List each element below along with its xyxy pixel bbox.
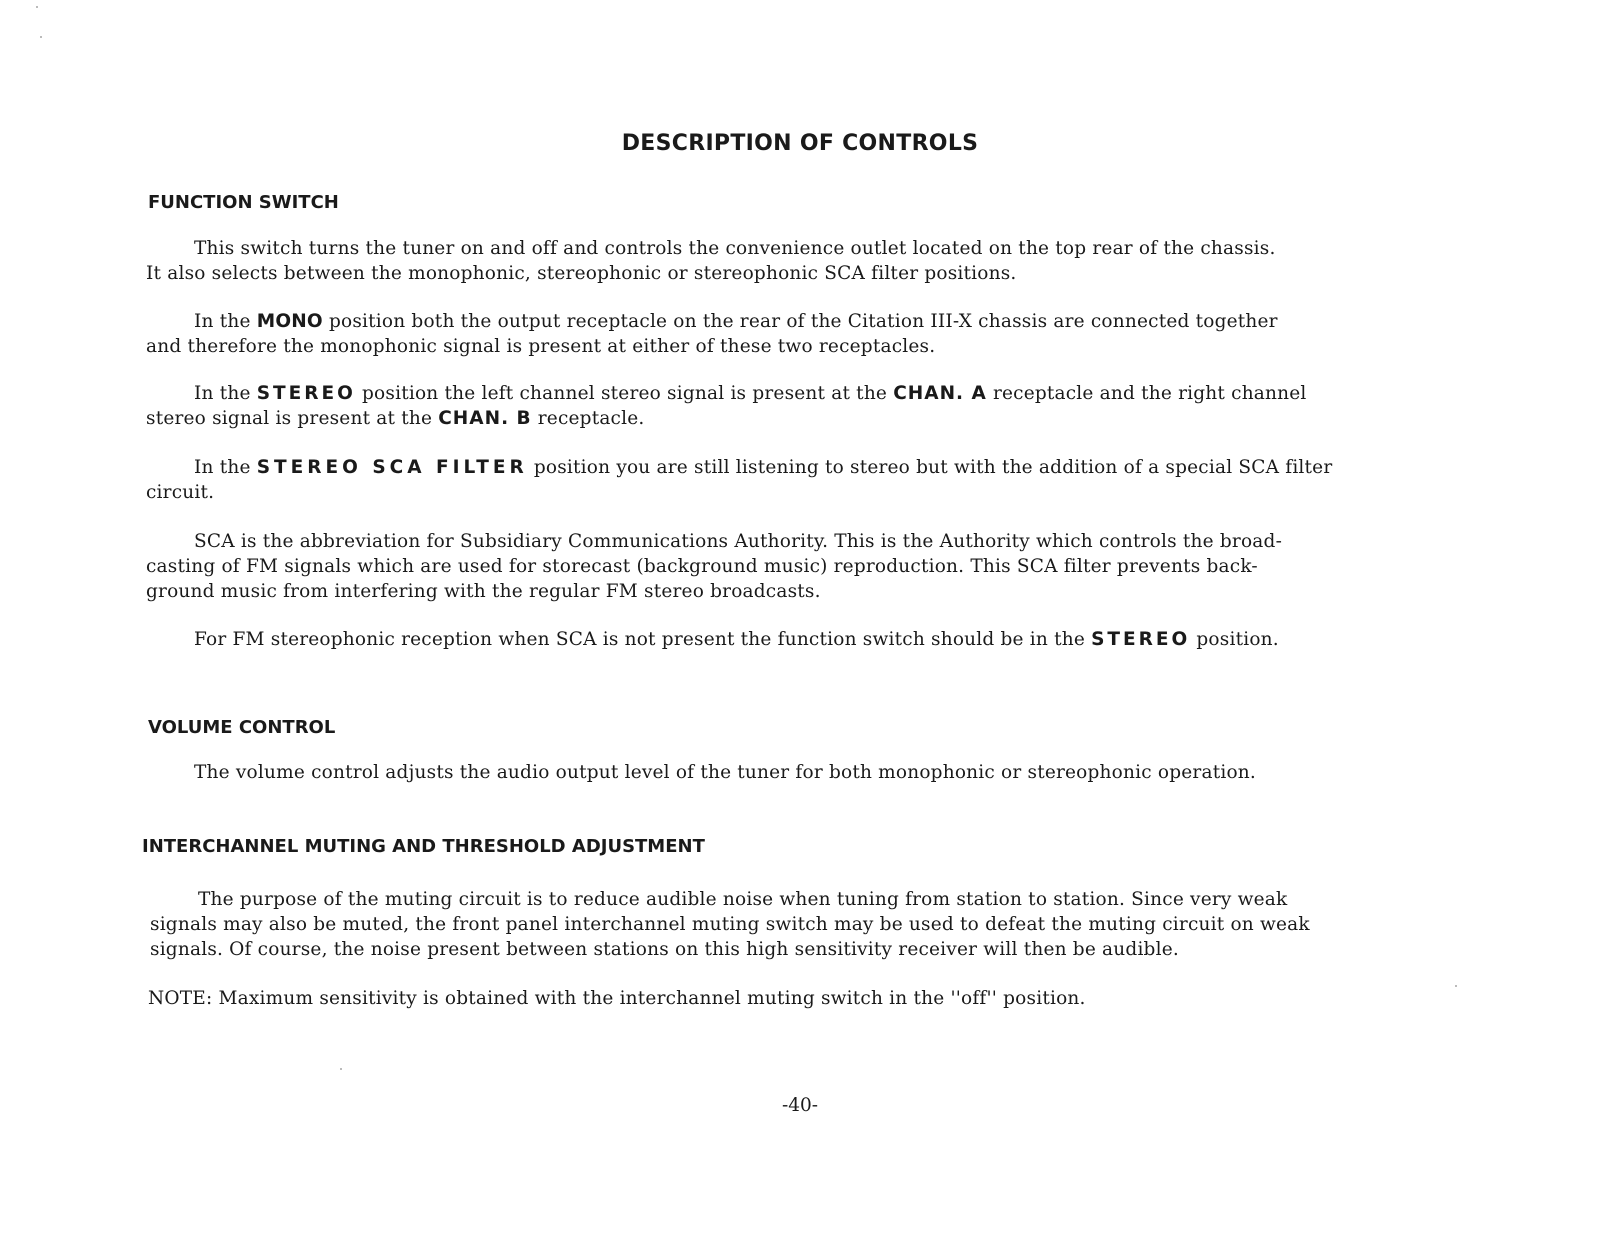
paragraph-line: circuit.	[146, 482, 215, 503]
mono-paragraph	[146, 309, 1278, 359]
text-run: position the left channel stereo signal is present at the	[362, 383, 888, 404]
chan-a-term: CHAN. A	[893, 383, 987, 404]
scan-speck	[36, 6, 38, 8]
paragraph-line: The purpose of the muting circuit is to reduce audible noise when tuning from station to station. Since very weak	[198, 889, 1288, 910]
paragraph-line: and therefore the monophonic signal is present at either of these two receptacles.	[146, 336, 936, 357]
volume-control-paragraph	[146, 760, 1256, 785]
paragraph-line: The volume control adjusts the audio output level of the tuner for both monophonic or stereophonic operation.	[194, 762, 1256, 783]
text-run: In the	[194, 457, 251, 478]
text-run: receptacle and the right channel	[992, 383, 1307, 404]
text-run: For FM stereophonic reception when SCA is not present the function switch should be in the	[194, 629, 1085, 650]
function-switch-heading: FUNCTION SWITCH	[148, 192, 339, 213]
text-run: In the	[194, 311, 251, 332]
paragraph-line: ground music from interfering with the regular FM stereo broadcasts.	[146, 581, 821, 602]
paragraph-line: casting of FM signals which are used for storecast (background music) reproduction. This SCA filter prevents back-	[146, 556, 1258, 577]
volume-control-heading: VOLUME CONTROL	[148, 717, 336, 738]
text-run: In the	[194, 383, 251, 404]
sca-definition-paragraph	[146, 529, 1282, 604]
paragraph-line: signals may also be muted, the front panel interchannel muting switch may be used to defeat the muting circuit on weak	[150, 914, 1310, 935]
text-run: receptacle.	[537, 408, 645, 429]
paragraph-line: NOTE: Maximum sensitivity is obtained with the interchannel muting switch in the ''off'' position.	[148, 988, 1086, 1009]
paragraph-line	[146, 309, 1278, 334]
paragraph-line	[146, 627, 1279, 652]
text-run: position.	[1196, 629, 1279, 650]
muting-paragraph	[150, 887, 1310, 962]
paragraph-line: signals. Of course, the noise present between stations on this high sensitivity receiver will then be audible.	[150, 939, 1179, 960]
text-run: stereo signal is present at the	[146, 408, 433, 429]
muting-heading: INTERCHANNEL MUTING AND THRESHOLD ADJUSTMENT	[142, 836, 705, 857]
paragraph-line: SCA is the abbreviation for Subsidiary Communications Authority. This is the Authority which controls the broad-	[194, 531, 1283, 552]
scan-speck	[1455, 985, 1457, 987]
page-number: -40-	[781, 1095, 819, 1116]
paragraph-line: This switch turns the tuner on and off and controls the convenience outlet located on the top rear of the chassis.	[194, 238, 1276, 259]
stereo-term: STEREO	[256, 383, 356, 404]
note-paragraph	[148, 986, 1086, 1011]
paragraph-line: It also selects between the monophonic, stereophonic or stereophonic SCA filter positions.	[146, 263, 1017, 284]
function-switch-paragraph-1	[146, 236, 1276, 286]
mono-term: MONO	[256, 311, 323, 332]
text-run: position both the output receptacle on the rear of the Citation III-X chassis are connected together	[328, 311, 1278, 332]
paragraph-line	[146, 455, 1332, 480]
paragraph-line	[146, 381, 1307, 406]
scan-speck	[40, 36, 42, 38]
scan-speck	[340, 1068, 342, 1070]
paragraph-line	[146, 406, 1307, 431]
chan-b-term: CHAN. B	[438, 408, 532, 429]
fm-stereo-reception-paragraph	[146, 627, 1279, 652]
stereo-sca-filter-paragraph	[146, 455, 1332, 505]
stereo-paragraph	[146, 381, 1307, 431]
stereo-term: STEREO	[1091, 629, 1191, 650]
stereo-sca-filter-term: STEREO SCA FILTER	[256, 457, 528, 478]
page-title: DESCRIPTION OF CONTROLS	[621, 131, 979, 156]
text-run: position you are still listening to stereo but with the addition of a special SCA filter	[533, 457, 1333, 478]
